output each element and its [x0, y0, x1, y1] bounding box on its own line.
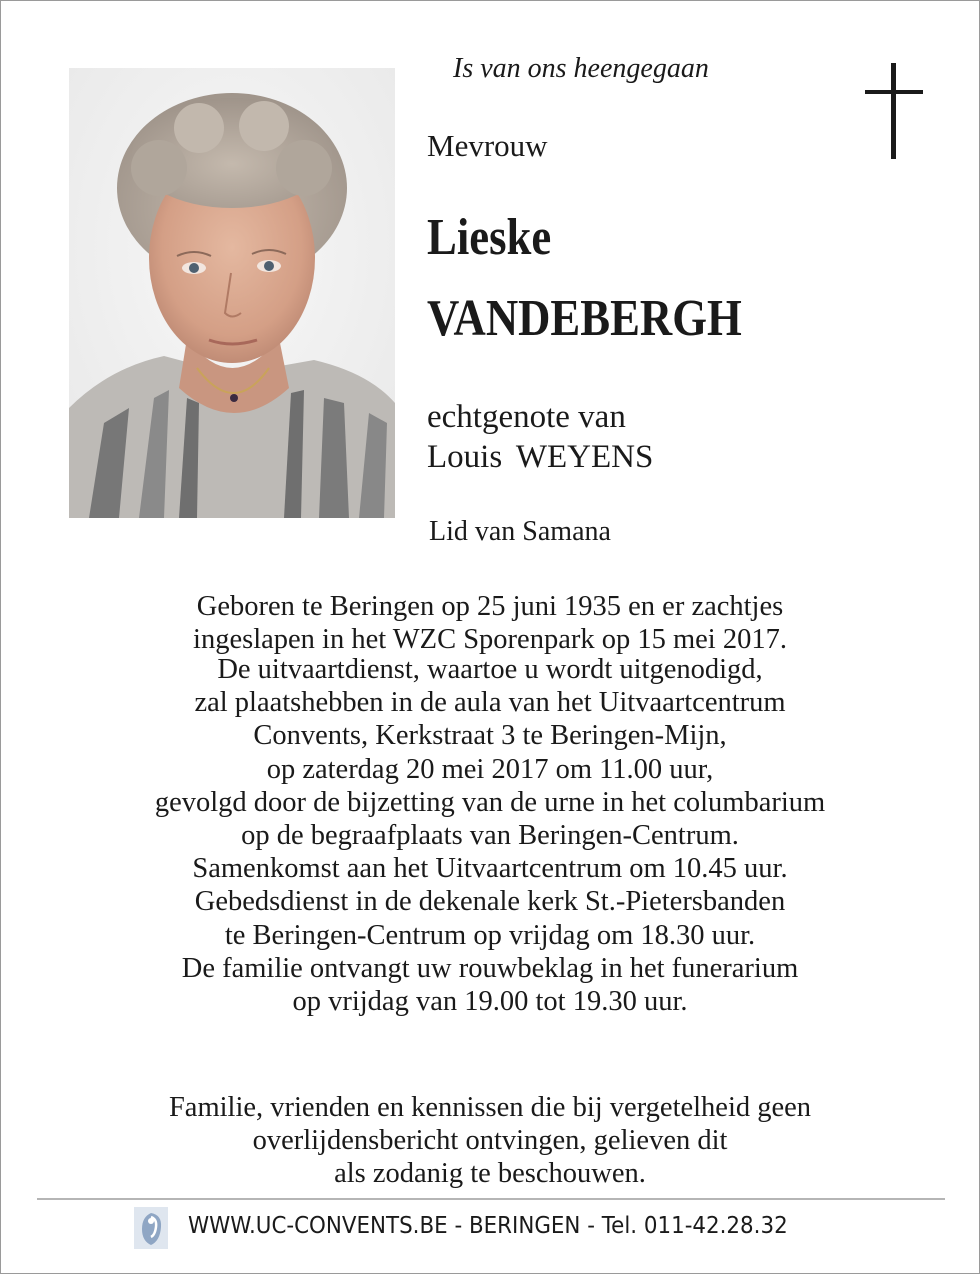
- cross-icon: [865, 63, 923, 159]
- paragraph-line: Convents, Kerkstraat 3 te Beringen-Mijn,: [253, 720, 727, 752]
- paragraph-line: De familie ontvangt uw rouwbeklag in het funerarium: [181, 952, 799, 984]
- deceased-last-name: VANDEBERGH: [427, 290, 742, 347]
- paragraph-line: gevolgd door de bijzetting van de urne in het columbarium: [154, 786, 826, 818]
- paragraph-line: zal plaatshebben in de aula van het Uitvaartcentrum: [194, 687, 786, 719]
- closing-paragraph: [21, 1091, 959, 1191]
- paragraph-line: overlijdensbericht ontvingen, gelieven dit: [252, 1125, 728, 1157]
- madonna-logo-icon: [134, 1207, 168, 1249]
- paragraph-line: op zaterdag 20 mei 2017 om 11.00 uur,: [266, 753, 714, 785]
- spouse-name: Louis WEYENS: [427, 439, 654, 475]
- paragraph-line: ingeslapen in het WZC Sporenpark op 15 mei 2017.: [193, 624, 787, 656]
- birth-death-paragraph: [21, 590, 959, 656]
- paragraph-line: als zodanig te beschouwen.: [334, 1158, 646, 1190]
- paragraph-line: Geboren te Beringen op 25 juni 1935 en er zachtjes: [196, 591, 784, 622]
- membership-text: Lid van Samana: [429, 516, 611, 547]
- paragraph-line: De uitvaartdienst, waartoe u wordt uitgenodigd,: [217, 654, 763, 685]
- paragraph-line: te Beringen-Centrum op vrijdag om 18.30 uur.: [224, 919, 756, 951]
- deceased-first-name: Lieske: [427, 209, 552, 266]
- ceremony-paragraph: [21, 653, 959, 1018]
- intro-text: Is van ons heengegaan: [453, 53, 709, 84]
- spouse-label: echtgenote van: [427, 399, 626, 435]
- portrait-photo: [69, 68, 395, 518]
- honorific: Mevrouw: [427, 128, 548, 163]
- paragraph-line: op de begraafplaats van Beringen-Centrum.: [241, 820, 739, 852]
- footer-contact: WWW.UC-CONVENTS.BE - BERINGEN - Tel. 011-42.28.32: [188, 1213, 788, 1239]
- paragraph-line: Samenkomst aan het Uitvaartcentrum om 10.45 uur.: [192, 853, 788, 885]
- paragraph-line: Familie, vrienden en kennissen die bij vergetelheid geen: [168, 1092, 812, 1123]
- paragraph-line: op vrijdag van 19.00 tot 19.30 uur.: [292, 986, 688, 1018]
- paragraph-line: Gebedsdienst in de dekenale kerk St.-Pietersbanden: [194, 886, 786, 918]
- footer-divider: [37, 1198, 945, 1200]
